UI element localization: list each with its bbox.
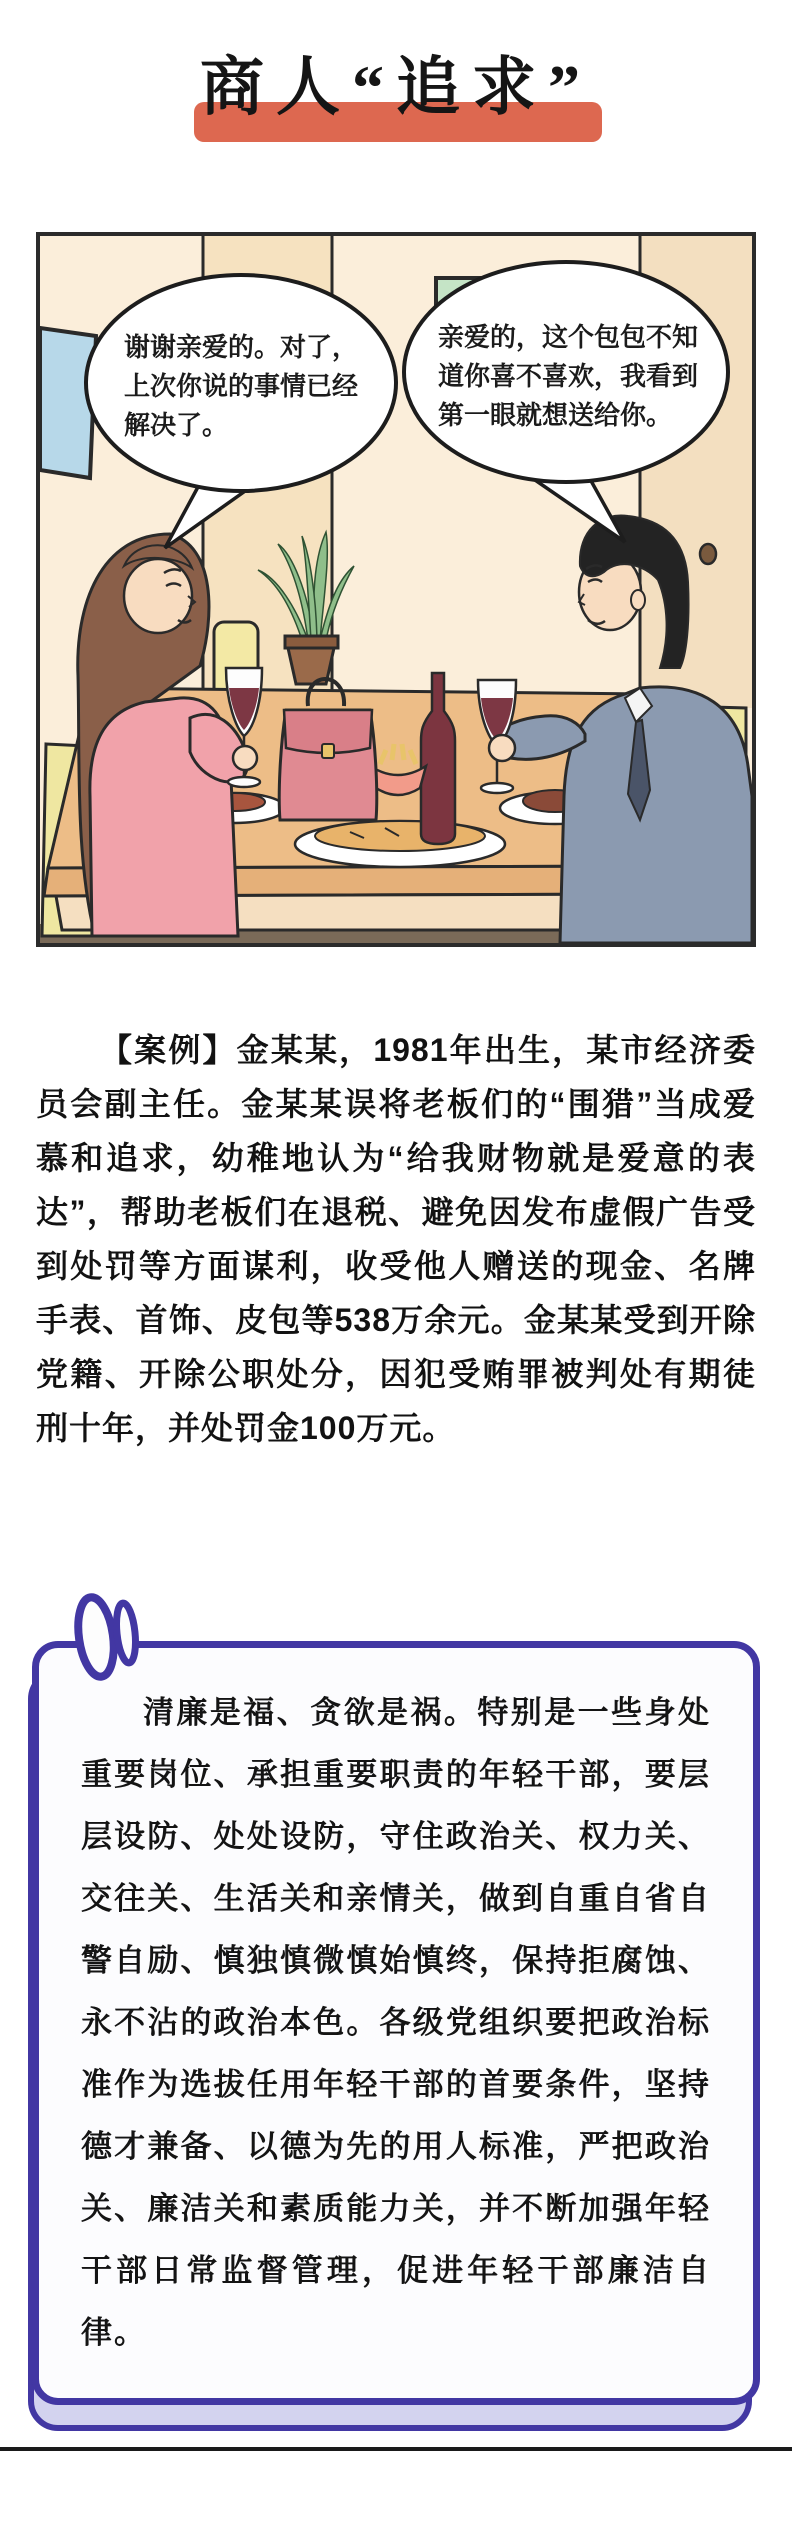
- man-ear: [631, 590, 645, 610]
- quote-paragraph: 清廉是福、贪欲是祸。特别是一些身处重要岗位、承担重要职责的年轻干部，要层层设防、处处设防，守住政治关、权力关、交往关、生活关和亲情关，做到自重自省自警自励、慎独慎微慎始慎终，保持拒腐蚀、永不沾的政治本色。各级党组织要把政治标准作为选拔任用年轻干部的首要条件，坚持德才兼备、以德为先的用人标准，严把政治关、廉洁关和素质能力关，并不断加强年轻干部日常监督管理，促进年轻干部廉洁自律。: [81, 1695, 711, 2350]
- bubble-line: 亲爱的，这个包包不知: [438, 322, 699, 352]
- case-section: [36, 1023, 756, 1455]
- speech-bubble-left-text: [124, 328, 358, 445]
- comic-panel: [36, 232, 756, 947]
- quote-section: [32, 1641, 760, 2405]
- bubble-line: 谢谢亲爱的。对了，: [124, 332, 359, 362]
- bubble-line: 上次你说的事情已经: [124, 371, 359, 401]
- page-title-text: 商人“追求”: [200, 52, 592, 123]
- bubble-line: 第一眼就想送给你。: [438, 400, 673, 430]
- bubble-line: 道你喜不喜欢，我看到: [438, 361, 699, 391]
- bread-dish: [295, 821, 505, 867]
- paperclip-icon: [66, 1581, 162, 1711]
- man-hand: [489, 735, 515, 761]
- door-knob: [700, 544, 716, 564]
- woman-hand: [233, 746, 257, 770]
- man-shirt: [560, 687, 752, 943]
- case-paragraph: 【案例】金某某，1981年出生，某市经济委员会副主任。金某某误将老板们的“围猎”当成爱慕和追求，幼稚地认为“给我财物就是爱意的表达”，帮助老板们在退税、避免因发布虚假广告受到处罚等方面谋利，收受他人赠送的现金、名牌手表、首饰、皮包等538万余元。金某某受到开除党籍、开除公职处分，因犯受贿罪被判处有期徒刑十年，并处罚金100万元。: [36, 1032, 756, 1446]
- quote-box: [32, 1641, 760, 2405]
- article-header: [0, 0, 792, 128]
- footer-divider: [0, 2447, 792, 2451]
- speech-bubble-right-text: [438, 318, 698, 435]
- page-title: [200, 36, 592, 128]
- bubble-line: 解决了。: [124, 410, 229, 440]
